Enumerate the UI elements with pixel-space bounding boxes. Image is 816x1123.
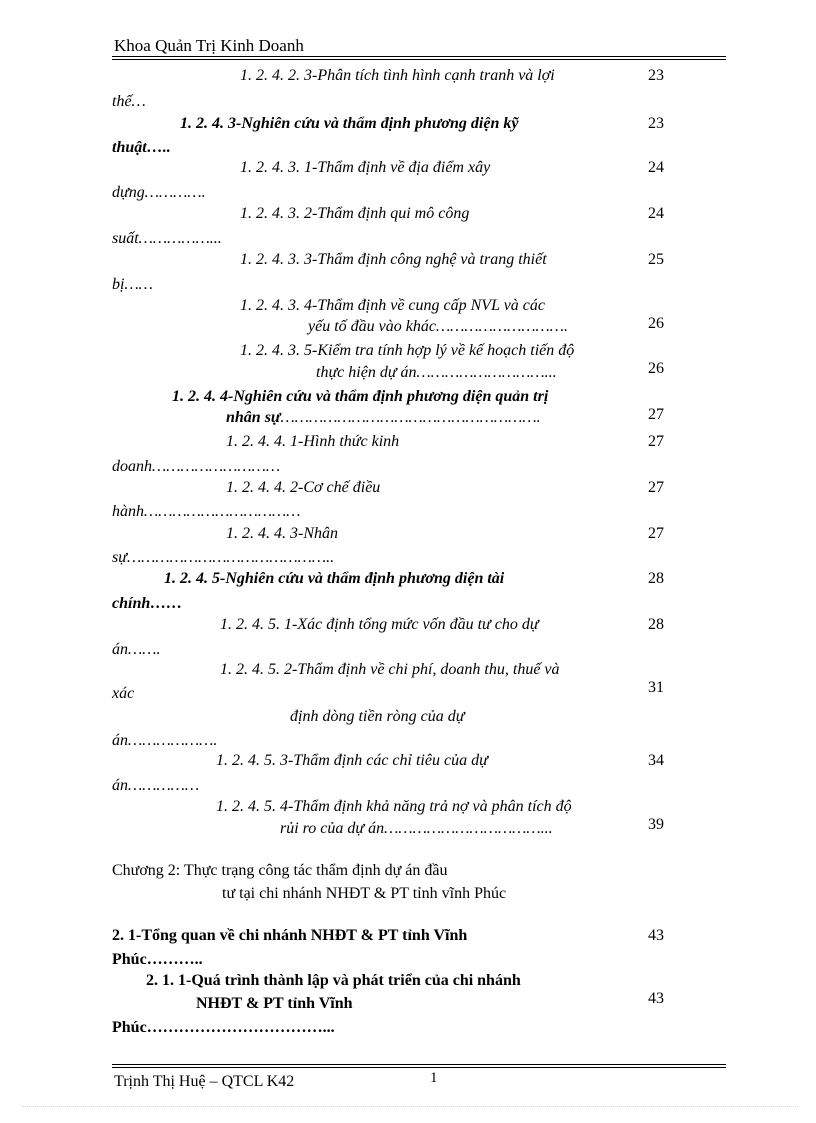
toc-entry-title: 1. 2. 4. 4. 1-Hình thức kinh	[226, 433, 400, 450]
page-break-line	[22, 1106, 798, 1107]
toc-entry-title-cont: bị……	[112, 276, 153, 293]
chapter-title: Chương 2: Thực trạng công tác thẩm định dự án đầu	[112, 862, 448, 879]
toc-page-number: 27	[648, 433, 664, 450]
footer-author: Trịnh Thị Huệ – QTCL K42	[114, 1073, 295, 1090]
toc-entry-title: 2. 1-Tổng quan về chi nhánh NHĐT & PT tỉnh Vĩnh	[112, 927, 468, 944]
toc-page-number: 24	[648, 159, 664, 176]
toc-page-number: 28	[648, 570, 664, 587]
toc-entry-title-cont: chính……	[112, 595, 183, 612]
toc-entry-title: 2. 1. 1-Quá trình thành lập và phát triển của chi nhánh	[146, 972, 521, 989]
toc-entry-title-cont: xác	[112, 685, 135, 702]
toc-entry-title: 1. 2. 4. 5. 2-Thẩm định về chi phí, doanh thu, thuế và	[220, 661, 560, 678]
toc-entry-title: 1. 2. 4. 3. 5-Kiểm tra tính hợp lý về kế hoạch tiến độ	[240, 342, 575, 359]
toc-entry-title-cont: án……………….	[112, 732, 218, 749]
toc-page-number: 34	[648, 752, 664, 769]
toc-entry-title: 1. 2. 4. 3. 4-Thẩm định về cung cấp NVL và các	[240, 297, 545, 314]
toc-page-number: 26	[648, 315, 664, 332]
toc-entry-title: 1. 2. 4. 5. 3-Thẩm định các chỉ tiêu của dự	[216, 752, 488, 769]
toc-page-number: 23	[648, 115, 664, 132]
toc-page-number: 24	[648, 205, 664, 222]
toc-entry-title: 1. 2. 4. 2. 3-Phân tích tình hình cạnh tranh và lợi	[240, 67, 555, 84]
toc-entry-title: 1. 2. 4. 3. 3-Thẩm định công nghệ và trang thiết	[240, 251, 547, 268]
toc-entry-title-cont: yếu tố đầu vào khác……………………….	[308, 318, 568, 335]
chapter-title-cont: tư tại chi nhánh NHĐT & PT tỉnh vĩnh Phúc	[222, 885, 507, 902]
toc-entry-title-cont: án……………	[112, 777, 200, 794]
toc-entry-title: 1. 2. 4. 4. 3-Nhân	[226, 525, 338, 542]
toc-entry-title-cont: doanh………………………	[112, 458, 281, 475]
toc-page-number: 39	[648, 816, 664, 833]
toc-page-number: 43	[648, 990, 664, 1007]
toc-page-number: 26	[648, 360, 664, 377]
toc-entry-title-cont: Phúc……………………………...	[112, 1019, 335, 1036]
toc-entry-title: 1. 2. 4. 4-Nghiên cứu và thẩm định phương diện quản trị	[172, 388, 549, 405]
footer-rule-bottom	[112, 1067, 726, 1068]
toc-entry-title-cont: hành……………………………	[112, 503, 301, 520]
header-rule-top	[112, 56, 726, 57]
footer-page-number: 1	[430, 1070, 438, 1086]
toc-page-number: 28	[648, 616, 664, 633]
toc-entry-title-cont: Phúc………..	[112, 951, 203, 968]
toc-entry-title-cont: thuật…..	[112, 139, 171, 156]
toc-entry-title-cont: thế…	[112, 93, 146, 110]
toc-entry-title-cont: NHĐT & PT tỉnh Vĩnh	[196, 995, 353, 1012]
toc-entry-title: 1. 2. 4. 5-Nghiên cứu và thẩm định phương diện tài	[164, 570, 505, 587]
toc-page-number: 27	[648, 479, 664, 496]
toc-entry-title-cont: sự……………………………………..	[112, 549, 335, 566]
toc-entry-title-cont: rủi ro của dự án……………………………...	[280, 820, 553, 837]
toc-entry-title: 1. 2. 4. 4. 2-Cơ chế điều	[226, 479, 381, 496]
toc-page-number: 27	[648, 525, 664, 542]
toc-entry-title-cont: dựng………….	[112, 184, 206, 201]
footer-rule-top	[112, 1064, 726, 1065]
toc-entry-title: 1. 2. 4. 3-Nghiên cứu và thẩm định phương diện kỹ	[180, 115, 519, 132]
toc-entry-title-cont: định dòng tiền ròng của dự	[290, 708, 465, 725]
toc-entry-title: 1. 2. 4. 5. 1-Xác định tổng mức vốn đầu tư cho dự	[220, 616, 539, 633]
toc-entry-title: 1. 2. 4. 5. 4-Thẩm định khả năng trả nợ và phân tích độ	[216, 798, 572, 815]
toc-entry-title: 1. 2. 4. 3. 2-Thẩm định qui mô công	[240, 205, 470, 222]
toc-entry-title-cont: nhân sự……………………………………………….	[226, 409, 541, 426]
toc-entry-title: 1. 2. 4. 3. 1-Thẩm định về địa điểm xây	[240, 159, 491, 176]
toc-page-number: 43	[648, 927, 664, 944]
toc-page-number: 23	[648, 67, 664, 84]
toc-page-number: 25	[648, 251, 664, 268]
toc-entry-title-cont: án…….	[112, 641, 161, 658]
header-title: Khoa Quản Trị Kinh Doanh	[114, 36, 304, 55]
toc-entry-title-cont: suất……………...	[112, 230, 222, 247]
toc-entry-title-cont: thực hiện dự án………………………...	[316, 364, 557, 381]
toc-page-number: 27	[648, 406, 664, 423]
header-rule-bottom	[112, 59, 726, 60]
toc-page-number: 31	[648, 679, 664, 696]
